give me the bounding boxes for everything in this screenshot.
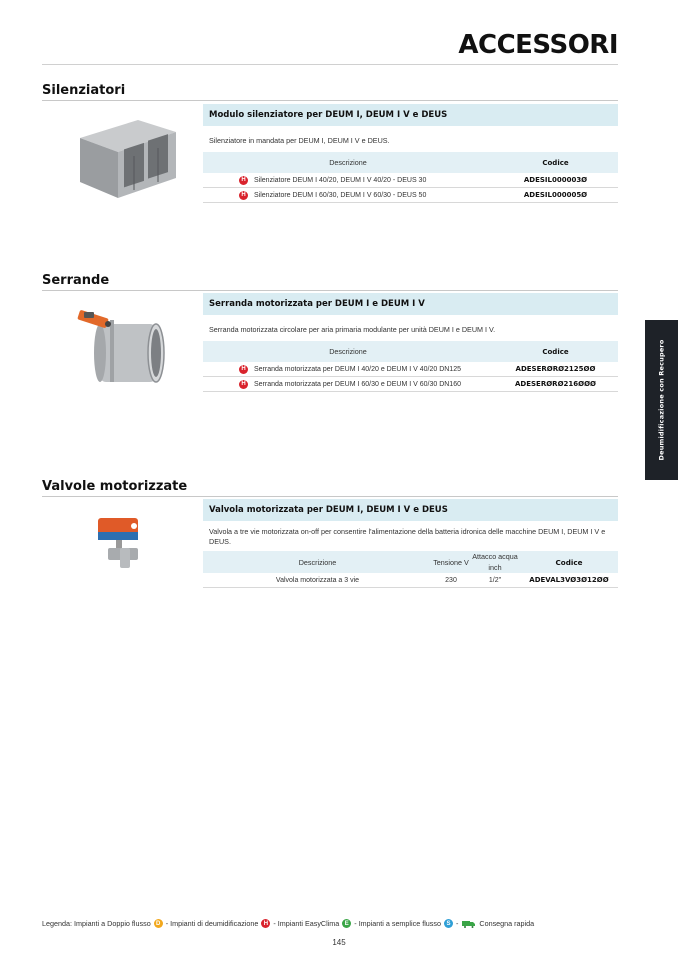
title-divider [42,64,618,65]
product-description: Silenziatore in mandata per DEUM I, DEUM I V e DEUS. [209,136,390,145]
row-code: ADESIL000003Ø [523,176,588,184]
row-voltage: 230 [445,576,457,584]
row-code: ADESIL000005Ø [523,191,588,199]
section-divider [42,290,618,291]
damper-image [74,308,166,384]
column-header-code: Codice [542,347,569,356]
valve-image [94,514,150,570]
row-description: Serranda motorizzata per DEUM I 40/20 e DEUM I V 40/20 DN125 [254,365,461,373]
row-description: Silenziatore DEUM I 40/20, DEUM I V 40/20 - DEUS 30 [254,176,427,184]
table-header [203,551,618,573]
product-silenziatore [203,104,618,203]
side-tab-label: Deumidificazione con Recupero [657,339,666,461]
page-number: 145 [332,938,346,947]
legend-delivery-label: Consegna rapida [479,919,535,928]
column-header-description: Descrizione [298,557,337,567]
legend: Legenda: Impianti a Doppio flusso D - Impianti di deumidificazione H - Impianti EasyClima E - Impianti a semplice flusso S - Consegna rapida [42,919,535,928]
row-description: Silenziatore DEUM I 60/30, DEUM I V 60/30 - DEUS 50 [254,191,427,199]
dehumidification-badge-icon: H [239,380,248,389]
dehumidification-badge-icon: H [239,365,248,374]
table-row [203,173,618,188]
section-title-valvole: Valvole motorizzate [42,479,188,494]
product-description: Valvola a tre vie motorizzata on-off per consentire l'alimentazione della batteria idronica delle macchine DEUM I, DEUM I V e DEUS. [209,527,606,546]
table-row [203,573,618,588]
legend-item-label: Impianti a Doppio flusso [73,919,151,928]
row-code: ADEVAL3VØ3Ø12ØØ [529,576,609,584]
column-header-code: Codice [555,557,583,567]
product-title: Valvola motorizzata per DEUM I, DEUM I V e DEUS [203,499,618,521]
column-header-voltage: Tensione V [433,557,469,567]
column-header-water-connection: Attacco acqua inch [472,552,518,572]
product-valvola [203,499,618,588]
column-header-code: Codice [542,158,569,167]
product-title: Modulo silenziatore per DEUM I, DEUM I V e DEUS [203,104,618,126]
column-header-description: Descrizione [329,158,367,167]
delivery-truck-icon [462,920,476,928]
product-description: Serranda motorizzata circolare per aria primaria modulante per unità DEUM I e DEUM I V. [209,325,496,334]
legend-item-label: Impianti EasyClima [277,919,340,928]
section-divider [42,100,618,101]
table-header [203,152,618,173]
legend-item-label: Impianti a semplice flusso [358,919,441,928]
dehumidification-badge-icon: H [261,919,270,928]
page-title: ACCESSORI [458,30,618,60]
row-code: ADESERØRØ216ØØØ [515,380,596,388]
table-row [203,362,618,377]
section-title-serrande: Serrande [42,273,110,288]
dehumidification-badge-icon: H [239,176,248,185]
table-row [203,377,618,392]
dehumidification-badge-icon: H [239,191,248,200]
single-flow-badge-icon: S [444,919,453,928]
product-title: Serranda motorizzata per DEUM I e DEUM I V [203,293,618,315]
row-description: Serranda motorizzata per DEUM I 60/30 e DEUM I V 60/30 DN160 [254,380,461,388]
column-header-description: Descrizione [329,347,367,356]
section-title-silenziatori: Silenziatori [42,83,126,98]
section-divider [42,496,618,497]
row-water-connection: 1/2" [488,576,502,584]
table-header [203,341,618,362]
side-section-tab [645,320,678,480]
silencer-image [76,116,180,200]
row-description: Valvola motorizzata a 3 vie [275,576,360,584]
product-serranda [203,293,618,392]
legend-item-label: Impianti di deumidificazione [170,919,259,928]
easyclima-badge-icon: E [342,919,351,928]
double-flow-badge-icon: D [154,919,163,928]
row-code: ADESERØRØ2125ØØ [515,365,596,373]
table-row [203,188,618,203]
legend-prefix: Legenda: [42,919,72,928]
